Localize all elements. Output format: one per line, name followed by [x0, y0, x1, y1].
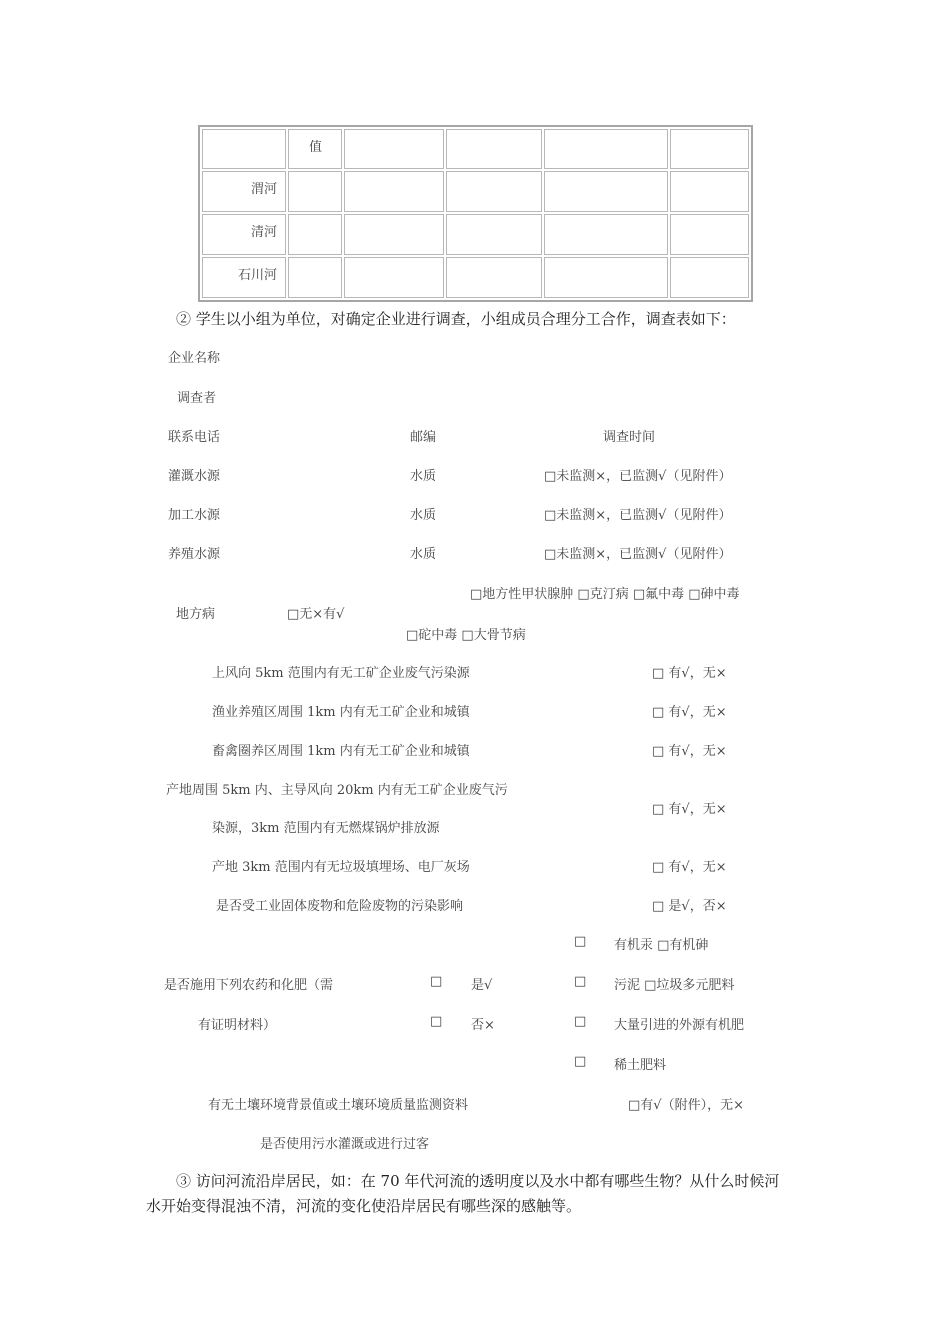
- monitor-option: □未监测×，已监测√（见附件）: [544, 469, 732, 484]
- table-cell: [670, 257, 749, 298]
- endemic-yesno: □无×有√: [287, 607, 345, 622]
- question-4-line2: 染源，3km 范围内有无燃煤锅炉排放源: [212, 821, 440, 836]
- table-cell: [670, 171, 749, 212]
- checkbox: □: [574, 1054, 587, 1069]
- answer-3: □ 有√，无×: [652, 744, 727, 759]
- endemic-options-line2: □砣中毒 □大骨节病: [406, 628, 526, 643]
- question-3: 畜禽圈养区周围 1km 内有无工矿企业和城镇: [212, 744, 470, 759]
- table-row: [202, 171, 749, 212]
- table-header-cell: [446, 129, 542, 169]
- postcode-label: 邮编: [410, 430, 437, 445]
- table-cell: [344, 214, 444, 255]
- table-header-cell: [202, 129, 286, 169]
- table-cell: [288, 214, 342, 255]
- river-name: 清河: [202, 214, 286, 255]
- water-quality-label: 水质: [410, 547, 437, 562]
- table-cell: [344, 171, 444, 212]
- checkbox: □: [574, 1014, 587, 1029]
- endemic-label: 地方病: [176, 607, 216, 622]
- table-cell: [446, 171, 542, 212]
- processing-source-label: 加工水源: [168, 508, 221, 523]
- table-cell: [446, 257, 542, 298]
- table-row: [202, 257, 749, 298]
- river-table: [198, 125, 753, 302]
- table-cell: [544, 171, 668, 212]
- answer-2: □ 有√，无×: [652, 705, 727, 720]
- paragraph-3-line1: ③ 访问河流沿岸居民，如：在 70 年代河流的透明度以及水中都有哪些生物？从什么时候河: [176, 1172, 780, 1190]
- table-row: [202, 214, 749, 255]
- answer-4: □ 有√，无×: [652, 802, 727, 817]
- no-option: 否×: [471, 1018, 495, 1033]
- table-cell: [544, 257, 668, 298]
- fertilizer-option-4: 稀土肥料: [614, 1058, 667, 1073]
- endemic-options-line1: □地方性甲状腺肿 □克汀病 □氟中毒 □砷中毒: [470, 587, 740, 602]
- phone-label: 联系电话: [168, 430, 221, 445]
- river-name: 石川河: [202, 257, 286, 298]
- monitor-option: □未监测×，已监测√（见附件）: [544, 508, 732, 523]
- answer-1: □ 有√，无×: [652, 666, 727, 681]
- table-header-cell: [544, 129, 668, 169]
- fertilizer-question-line1: 是否施用下列农药和化肥（需: [164, 978, 334, 993]
- question-5: 产地 3km 范围内有无垃圾填埋场、电厂灰场: [212, 860, 470, 875]
- fertilizer-option-2: 污泥 □垃圾多元肥料: [614, 978, 735, 993]
- investigator-label: 调查者: [177, 391, 217, 406]
- soil-answer: □有√（附件），无×: [628, 1098, 744, 1113]
- question-2: 渔业养殖区周围 1km 内有无工矿企业和城镇: [212, 705, 470, 720]
- yes-option: 是√: [471, 978, 493, 993]
- answer-6: □ 是√，否×: [652, 899, 727, 914]
- fertilizer-question-line2: 有证明材料）: [198, 1018, 277, 1033]
- checkbox: □: [574, 974, 587, 989]
- question-4-line1: 产地周围 5km 内、主导风向 20km 内有无工矿企业废气污: [166, 783, 508, 798]
- table-header-row: [202, 129, 749, 169]
- table-cell: [446, 214, 542, 255]
- table-cell: [670, 214, 749, 255]
- table-header-cell: 值: [288, 129, 342, 169]
- irrigation-source-label: 灌溉水源: [168, 469, 221, 484]
- breeding-source-label: 养殖水源: [168, 547, 221, 562]
- answer-5: □ 有√，无×: [652, 860, 727, 875]
- fertilizer-option-3: 大量引进的外源有机肥: [614, 1018, 745, 1033]
- checkbox: □: [574, 934, 587, 949]
- survey-time-label: 调查时间: [603, 430, 656, 445]
- checkbox: □: [430, 1014, 443, 1029]
- river-name: 渭河: [202, 171, 286, 212]
- fertilizer-option-1: 有机汞 □有机砷: [614, 938, 709, 953]
- company-name-label: 企业名称: [168, 351, 221, 366]
- checkbox: □: [430, 974, 443, 989]
- paragraph-3-line2: 水开始变得混浊不清，河流的变化使沿岸居民有哪些深的感触等。: [146, 1197, 582, 1215]
- paragraph-2: ② 学生以小组为单位，对确定企业进行调查，小组成员合理分工合作，调查表如下：: [176, 310, 736, 328]
- table-cell: [288, 257, 342, 298]
- table-header-cell: [344, 129, 444, 169]
- water-quality-label: 水质: [410, 469, 437, 484]
- table-cell: [344, 257, 444, 298]
- sewage-question: 是否使用污水灌溉或进行过客: [260, 1137, 430, 1152]
- question-6: 是否受工业固体废物和危险废物的污染影响: [216, 899, 464, 914]
- question-1: 上风向 5km 范围内有无工矿企业废气污染源: [212, 666, 470, 681]
- water-quality-label: 水质: [410, 508, 437, 523]
- table-cell: [544, 214, 668, 255]
- monitor-option: □未监测×，已监测√（见附件）: [544, 547, 732, 562]
- table-cell: [288, 171, 342, 212]
- table-header-cell: [670, 129, 749, 169]
- soil-question: 有无土壤环境背景值或土壤环境质量监测资料: [208, 1098, 469, 1113]
